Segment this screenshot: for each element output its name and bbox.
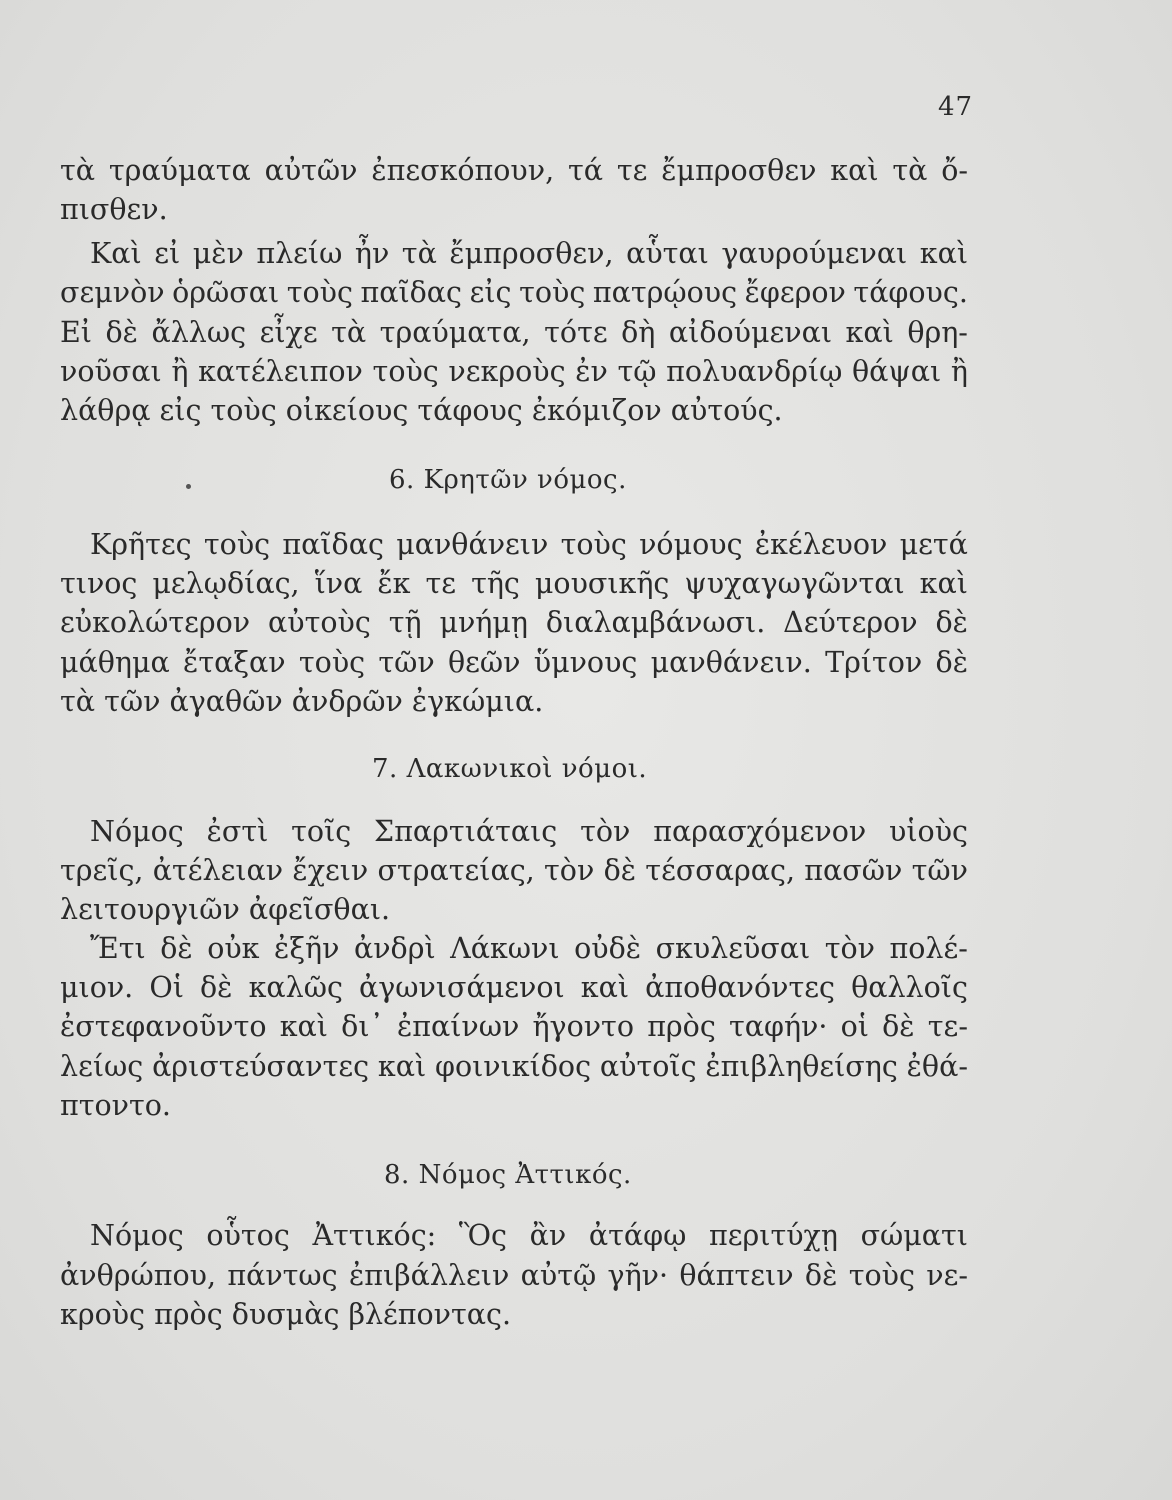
word: ἐστεφανοῦντο <box>60 1010 267 1043</box>
text-line: πισθεν. <box>60 193 168 226</box>
word: τοὺς <box>372 355 439 388</box>
word: ἔμπροσθεν <box>661 154 817 187</box>
word: τε <box>425 567 457 600</box>
word: τέσσαρας, <box>645 854 796 887</box>
word: τάφους. <box>853 276 968 309</box>
word: τοῖς <box>291 815 352 848</box>
word: υἱοὺς <box>889 815 968 848</box>
text-line <box>60 276 968 309</box>
word: Κρῆτες <box>90 528 192 561</box>
word: ἀνδρὶ <box>353 932 436 965</box>
print-speck <box>186 484 191 489</box>
word: τότε <box>544 316 608 349</box>
word: δὲ <box>882 1010 915 1043</box>
word: ὄ- <box>941 154 968 187</box>
page-number: 47 <box>938 92 974 122</box>
word: θαλλοῖς <box>851 971 968 1004</box>
word: νόμους <box>639 528 743 561</box>
word: ὕμνους <box>533 646 638 679</box>
word: τε- <box>927 1010 968 1043</box>
text-line <box>90 815 968 848</box>
word: ἔμπροσθεν, <box>449 237 614 270</box>
word: πλείω <box>256 237 343 270</box>
word: καὶ <box>919 237 968 270</box>
word: δὲ <box>935 646 968 679</box>
word: ψυχαγωγῶνται <box>684 567 905 600</box>
word: Νόμος <box>90 1219 184 1252</box>
word: ἐξῆν <box>274 932 340 965</box>
word: νοῦσαι <box>60 355 162 388</box>
word: δι᾿ <box>341 1010 384 1043</box>
word: τε <box>616 154 648 187</box>
word: παῖδας <box>282 528 384 561</box>
word: θρη- <box>907 316 968 349</box>
word: Εἰ <box>60 316 92 349</box>
word: αὐτοὺς <box>268 606 371 639</box>
word: οὐδὲ <box>574 932 642 965</box>
word: εἶχε <box>259 316 318 349</box>
word: Καὶ <box>90 237 142 270</box>
word: καὶ <box>377 1050 427 1083</box>
text-line <box>90 932 968 965</box>
word: σώματι <box>860 1219 968 1252</box>
word: αἰδούμεναι <box>668 316 833 349</box>
word: κατέλειπον <box>198 355 363 388</box>
word: γαυρούμεναι <box>721 237 908 270</box>
text-line: λάθρᾳ εἰς τοὺς οἰκείους τάφους ἐκόμιζον αὐτούς. <box>60 394 783 427</box>
word: στρατείας, <box>377 854 535 887</box>
word: Λάκωνι <box>450 932 560 965</box>
word: μνήμῃ <box>439 606 528 639</box>
text-line <box>60 1050 968 1083</box>
word: μὲν <box>192 237 244 270</box>
section-heading: 6. Κρητῶν νόμος. <box>389 465 627 495</box>
text-line: λειτουργιῶν ἀφεῖσθαι. <box>60 893 391 926</box>
word: ἔκ <box>377 567 411 600</box>
text-line <box>60 646 968 679</box>
word: πολυανδρίῳ <box>666 355 843 388</box>
word: σκυλεῦσαι <box>655 932 811 965</box>
word: Δεύτερον <box>783 606 918 639</box>
word: ἔχειν <box>292 854 369 887</box>
word: ὁρῶσαι <box>172 276 280 309</box>
word: τραύματα <box>108 154 251 187</box>
word: μανθάνειν. <box>650 646 812 679</box>
word: τὸν <box>580 815 631 848</box>
word: οὗτος <box>206 1219 290 1252</box>
word: ἐπαίνων <box>396 1010 520 1043</box>
word: Οἱ <box>149 971 184 1004</box>
word: εἰς <box>469 276 512 309</box>
word: καὶ <box>279 1010 328 1043</box>
word: ἀτάφῳ <box>588 1219 687 1252</box>
text-line <box>60 606 968 639</box>
word: Σπαρτιάταις <box>374 815 558 848</box>
word: δὲ <box>603 854 637 887</box>
word: νεκροὺς <box>448 355 566 388</box>
word: αὐτῷ <box>520 1259 597 1292</box>
word: οὐκ <box>207 932 260 965</box>
word: οἱ <box>840 1010 869 1043</box>
word: ἔφερον <box>744 276 846 309</box>
word: τοὺς <box>286 276 353 309</box>
word: δὲ <box>160 932 193 965</box>
word: μελῳδίας, <box>152 567 300 600</box>
word: ἐπιβληθείσης <box>705 1050 898 1083</box>
word: μιον. <box>60 971 134 1004</box>
word: διαλαμβάνωσι. <box>545 606 766 639</box>
word: ἐκέλευον <box>754 528 888 561</box>
section-heading: 8. Νόμος Ἀττικός. <box>384 1160 632 1190</box>
word: παῖδας <box>360 276 463 309</box>
word: θάψαι <box>851 355 942 388</box>
text-line <box>60 1010 968 1043</box>
word: παρασχόμενον <box>653 815 867 848</box>
word: τῶν <box>378 646 435 679</box>
word: θάπτειν <box>679 1259 794 1292</box>
word: τὰ <box>60 154 96 187</box>
word: αὐτοῖς <box>599 1050 697 1083</box>
text-line <box>90 528 968 561</box>
word: τοὺς <box>560 528 627 561</box>
word: τοὺς <box>848 1259 915 1292</box>
word: περιτύχῃ <box>709 1219 838 1252</box>
word: αὗται <box>626 237 709 270</box>
word: ἢ <box>171 355 189 388</box>
word: καὶ <box>845 316 894 349</box>
section-heading: 7. Λακωνικοὶ νόμοι. <box>372 754 648 784</box>
word: Ἀττικός: <box>312 1219 437 1252</box>
word: ἐστὶ <box>206 815 269 848</box>
word: ἤγοντο <box>532 1010 634 1043</box>
word: ἀνθρώπου, <box>60 1259 216 1292</box>
word: ἦν <box>354 237 390 270</box>
word: γῆν· <box>607 1259 669 1292</box>
word: δὲ <box>935 606 968 639</box>
word: πάντως <box>227 1259 338 1292</box>
text-line <box>60 567 968 600</box>
text-line <box>90 237 968 270</box>
word: ἀτέλειαν <box>152 854 284 887</box>
word: θεῶν <box>447 646 521 679</box>
word: Νόμος <box>90 815 184 848</box>
word: μάθημα <box>60 646 170 679</box>
word: δὲ <box>804 1259 838 1292</box>
word: ἢ <box>950 355 968 388</box>
word: τῇ <box>388 606 422 639</box>
word: ἄλλως <box>151 316 247 349</box>
word: τὰ <box>892 154 928 187</box>
word: τά <box>568 154 604 187</box>
word: τρεῖς, <box>60 854 144 887</box>
word: τὸν <box>824 932 875 965</box>
text-line: τὰ τῶν ἀγαθῶν ἀνδρῶν ἐγκώμια. <box>60 685 544 718</box>
word: ἐν <box>575 355 608 388</box>
word: δὴ <box>621 316 656 349</box>
word: δὲ <box>105 316 138 349</box>
word: ἀποθανόντες <box>645 971 835 1004</box>
word: καὶ <box>919 567 968 600</box>
word: ἀγωνισάμενοι <box>359 971 565 1004</box>
word: φοινικίδος <box>435 1050 592 1083</box>
word: τοὺς <box>519 276 586 309</box>
word: ἐπιβάλλειν <box>348 1259 510 1292</box>
word: Ἔτι <box>90 932 146 965</box>
word: ἵνα <box>314 567 363 600</box>
text-line <box>60 971 968 1004</box>
word: πατρῴους <box>592 276 738 309</box>
word: καὶ <box>580 971 630 1004</box>
word: ἐθά- <box>906 1050 968 1083</box>
word: τινος <box>60 567 138 600</box>
word: εἰ <box>154 237 181 270</box>
word: τραύματα, <box>379 316 531 349</box>
word: ἐπεσκόπουν, <box>371 154 555 187</box>
word: τῆς <box>471 567 520 600</box>
word: σεμνὸν <box>60 276 165 309</box>
word: πρὸς <box>647 1010 716 1043</box>
word: νε- <box>926 1259 968 1292</box>
word: πασῶν <box>804 854 903 887</box>
word: τὰ <box>401 237 437 270</box>
word: ἔταξαν <box>183 646 286 679</box>
text-line <box>60 355 968 388</box>
word: λείως <box>60 1050 144 1083</box>
word: μουσικῆς <box>534 567 670 600</box>
word: ἂν <box>529 1219 567 1252</box>
word: Ὃς <box>458 1219 508 1252</box>
word: καὶ <box>830 154 879 187</box>
word: μανθάνειν <box>396 528 549 561</box>
word: δὲ <box>200 971 233 1004</box>
word: ἀριστεύσαντες <box>152 1050 370 1083</box>
word: τοὺς <box>298 646 366 679</box>
text-line: πτοντο. <box>60 1089 171 1122</box>
text-line <box>60 154 968 187</box>
word: ταφήν· <box>728 1010 828 1043</box>
text-line <box>60 1259 968 1292</box>
word: τὸν <box>544 854 595 887</box>
word: καλῶς <box>248 971 343 1004</box>
text-line: κροὺς πρὸς δυσμὰς βλέποντας. <box>60 1298 512 1331</box>
word: τοὺς <box>203 528 271 561</box>
word: Τρίτον <box>825 646 923 679</box>
word: αὐτῶν <box>264 154 358 187</box>
word: τῶν <box>911 854 968 887</box>
text-line <box>60 316 968 349</box>
word: τὰ <box>331 316 367 349</box>
word: μετά <box>899 528 968 561</box>
text-line <box>90 1219 968 1252</box>
word: πολέ- <box>889 932 968 965</box>
text-line <box>60 854 968 887</box>
word: τῷ <box>617 355 657 388</box>
word: εὐκολώτερον <box>60 606 251 639</box>
